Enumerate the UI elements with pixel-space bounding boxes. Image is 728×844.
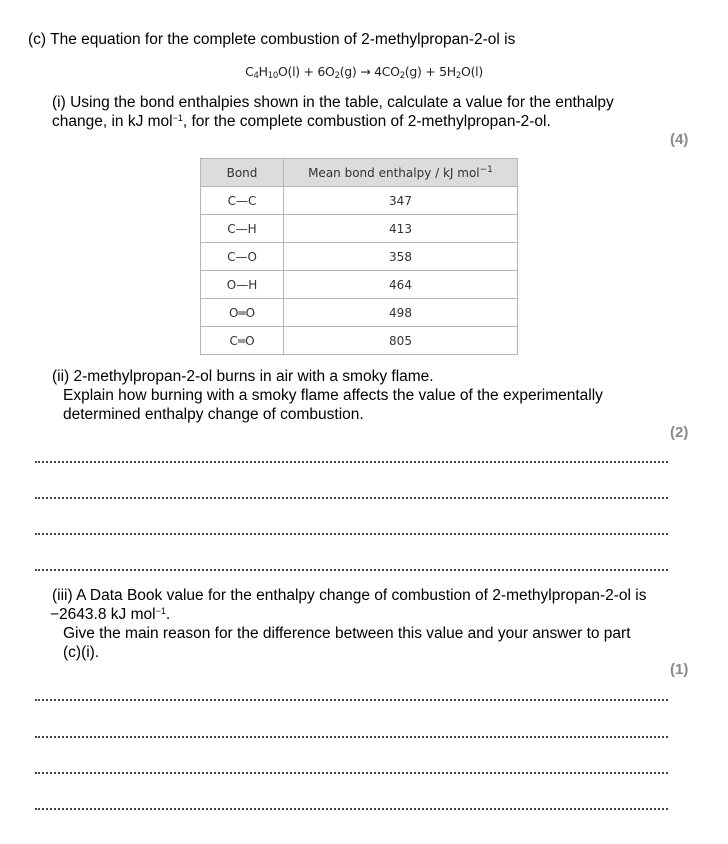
part-iii-marks: (1) bbox=[670, 661, 689, 678]
answer-line[interactable] bbox=[35, 736, 668, 738]
eq-plus-1: + bbox=[303, 64, 314, 79]
bond-cell: O—H bbox=[201, 271, 284, 299]
bond-cell: O═O bbox=[201, 299, 284, 327]
value-cell: 498 bbox=[284, 299, 518, 327]
part-iii-line4: (c)(i). bbox=[63, 644, 100, 661]
table-row bbox=[201, 187, 518, 215]
part-iii-line2-post: . bbox=[165, 606, 171, 623]
eq-arrow: → bbox=[360, 64, 371, 79]
bond-enthalpy-table bbox=[200, 158, 518, 355]
value-cell: 347 bbox=[284, 187, 518, 215]
table-row bbox=[201, 215, 518, 243]
answer-line[interactable] bbox=[35, 699, 668, 701]
part-i-marks: (4) bbox=[670, 131, 689, 148]
eq-reactant-2: $6O_2(g)$ bbox=[317, 64, 357, 81]
table-header-row bbox=[201, 159, 518, 187]
part-iii-line2-text: −2643.8 kJ mol bbox=[50, 606, 156, 623]
answer-line[interactable] bbox=[35, 772, 668, 774]
eq-product-2: $5H_2O(l)$ bbox=[439, 64, 483, 81]
part-iii-line2-sup: −1 bbox=[155, 606, 166, 616]
header-enthalpy bbox=[284, 159, 518, 187]
part-i-line2-sup: −1 bbox=[172, 113, 183, 123]
table-row bbox=[201, 327, 518, 355]
part-iii-line1: (iii) A Data Book value for the enthalpy change of combustion of 2-methylpropan-2-ol is bbox=[52, 587, 647, 604]
part-iii-line3: Give the main reason for the difference between this value and your answer to part bbox=[63, 625, 631, 642]
answer-line[interactable] bbox=[35, 497, 668, 499]
header-bond: Bond bbox=[201, 159, 284, 187]
table-row bbox=[201, 299, 518, 327]
header-enthalpy-sup: −1 bbox=[479, 164, 493, 175]
bond-cell: C—C bbox=[201, 187, 284, 215]
combustion-equation bbox=[0, 64, 728, 81]
header-enthalpy-text: Mean bond enthalpy / kJ mol bbox=[308, 165, 480, 180]
eq-product-1: $4CO_2(g)$ bbox=[374, 64, 422, 81]
table-row bbox=[201, 243, 518, 271]
part-ii-line2: Explain how burning with a smoky flame affects the value of the experimentally bbox=[63, 387, 603, 404]
part-ii-marks: (2) bbox=[670, 424, 689, 441]
bond-cell: C—H bbox=[201, 215, 284, 243]
part-iii-line2 bbox=[50, 605, 170, 624]
value-cell: 358 bbox=[284, 243, 518, 271]
eq-reactant-1: $C_4H_{10}O(l)$ bbox=[245, 64, 300, 81]
value-cell: 413 bbox=[284, 215, 518, 243]
part-i-line2-text: change, in kJ mol bbox=[52, 113, 173, 130]
eq-plus-2: + bbox=[425, 64, 436, 79]
answer-line[interactable] bbox=[35, 808, 668, 810]
answer-line[interactable] bbox=[35, 461, 668, 463]
answer-line[interactable] bbox=[35, 533, 668, 535]
part-i-line1: (i) Using the bond enthalpies shown in the table, calculate a value for the enthalpy bbox=[52, 94, 614, 111]
part-i-line2 bbox=[52, 112, 551, 131]
part-i-line2-post: , for the complete combustion of 2-methylpropan-2-ol. bbox=[182, 113, 551, 130]
part-ii-line1: (ii) 2-methylpropan-2-ol burns in air with a smoky flame. bbox=[52, 368, 434, 385]
value-cell: 805 bbox=[284, 327, 518, 355]
value-cell: 464 bbox=[284, 271, 518, 299]
part-c-intro: (c) The equation for the complete combustion of 2-methylpropan-2-ol is bbox=[28, 31, 516, 48]
answer-line[interactable] bbox=[35, 569, 668, 571]
bond-cell: C—O bbox=[201, 243, 284, 271]
part-ii-line3: determined enthalpy change of combustion. bbox=[63, 406, 364, 423]
bond-cell: C═O bbox=[201, 327, 284, 355]
table-row bbox=[201, 271, 518, 299]
